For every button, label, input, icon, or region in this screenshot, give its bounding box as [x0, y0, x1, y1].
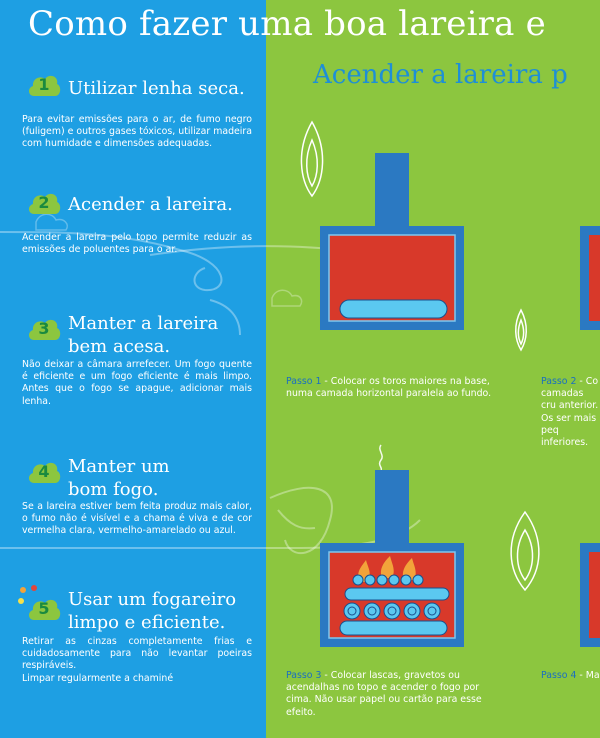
tip-title: Manter a lareira bem acesa. — [68, 313, 219, 357]
fireplace-step-3 — [320, 470, 464, 647]
step-number-badge: 2 — [27, 190, 61, 216]
section-subtitle: Acender a lareira p — [313, 60, 568, 90]
fireplace-step-4 — [580, 543, 600, 647]
tip-title: Manter um bom fogo. — [68, 456, 170, 500]
tip-description: Para evitar emissões para o ar, de fumo negro (fuligem) e outros gases tóxicos, utilizar madeira com humidade e dimensões adequadas. — [22, 114, 252, 150]
step-caption: Passo 3 - Colocar lascas, gravetos ou acendalhas no topo e acender o fogo por cima. Não usar papel ou cartão para esse efeito. — [286, 670, 482, 718]
tip-description: Não deixar a câmara arrefecer. Um fogo quente é eficiente e um fogo eficiente é mais limpo. Antes que o fogo se apague, adicionar mais lenha. — [22, 359, 252, 407]
page-title: Como fazer uma boa lareira e — [28, 4, 546, 44]
step-caption: Passo 2 - Co camadas cru anterior. Os ser mais peq inferiores. — [541, 376, 599, 449]
fireplace-step-1 — [320, 153, 464, 330]
step-number-badge: 3 — [27, 316, 61, 342]
tip-title: Acender a lareira. — [68, 194, 233, 215]
step-caption: Passo 4 - Ma — [541, 670, 600, 681]
step-number-badge: 5 — [27, 596, 61, 622]
tip-title: Usar um fogareiro limpo e eficiente. — [68, 589, 237, 633]
flame-outline-icon — [511, 512, 539, 590]
tip-description: Se a lareira estiver bem feita produz mais calor, o fumo não é visível e a chama é viva e de cor vermelha clara, vermelho-amarelado ou azul. — [22, 501, 252, 537]
tip-title: Utilizar lenha seca. — [68, 78, 245, 99]
step-caption: Passo 1 - Colocar os toros maiores na base, numa camada horizontal paralela ao fundo. — [286, 376, 492, 400]
tip-description: Acender a lareira pelo topo permite reduzir as emissões de poluentes para o ar. — [22, 232, 252, 256]
step-number-badge: 4 — [27, 459, 61, 485]
smoke-wisp-icon — [380, 445, 383, 470]
step-number-badge: 1 — [27, 72, 61, 98]
tip-description: Retirar as cinzas completamente frias e cuidadosamente para não levantar poeiras respiráveis. Limpar regularmente a chaminé — [22, 636, 252, 684]
fireplace-step-2 — [580, 226, 600, 330]
